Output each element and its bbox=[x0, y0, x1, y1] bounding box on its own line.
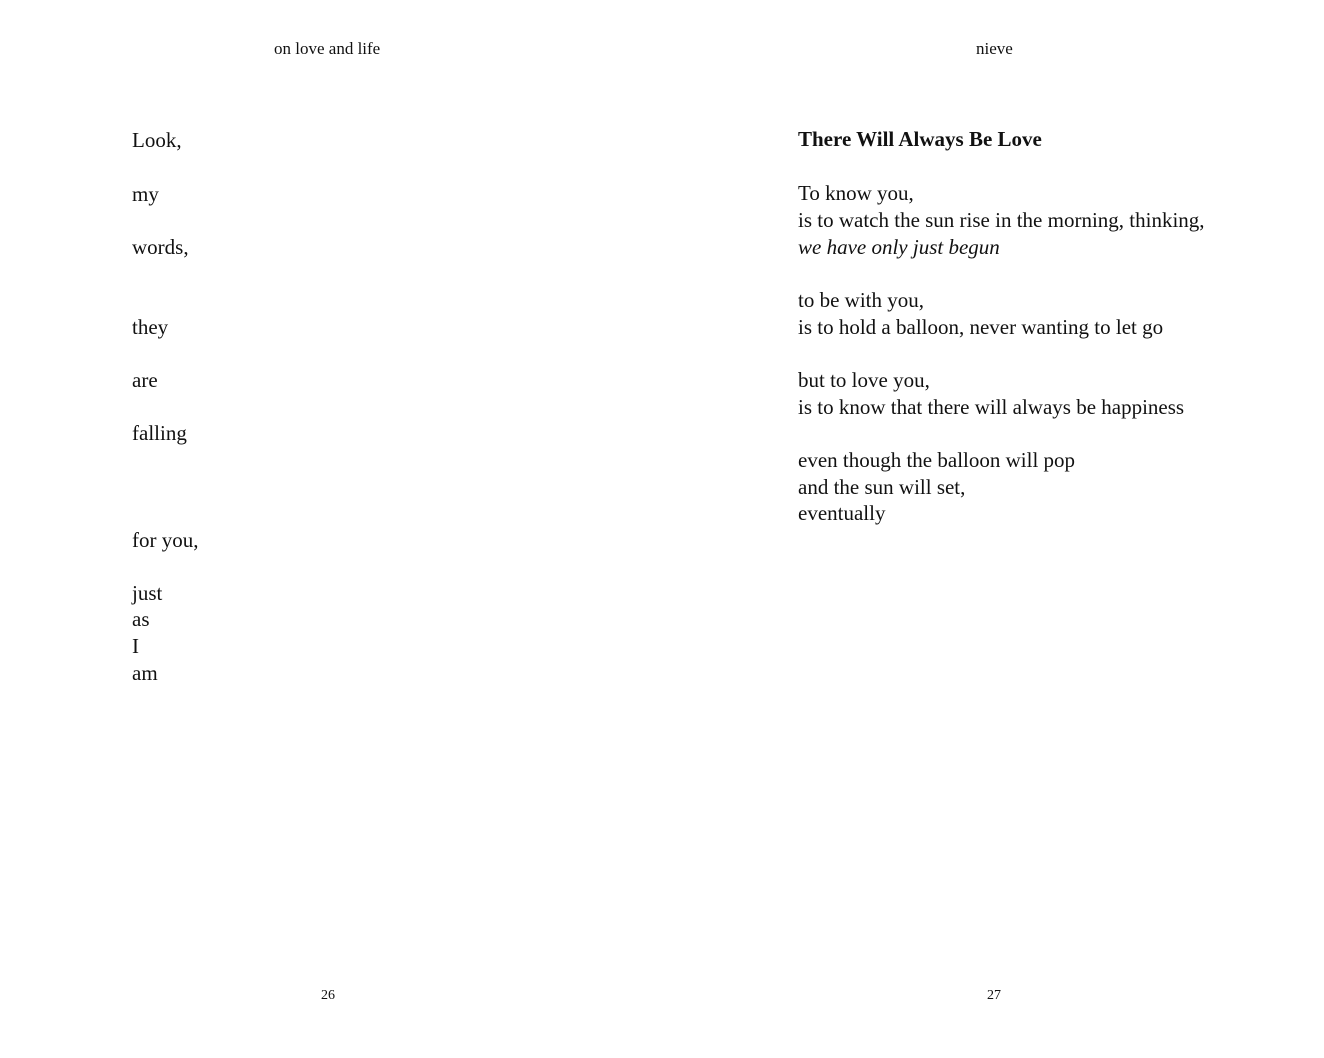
poem-line-italic: we have only just begun bbox=[798, 235, 1000, 259]
poem-line: my bbox=[132, 182, 159, 206]
poem-line: just bbox=[132, 581, 163, 605]
poem-line: even though the balloon will pop bbox=[798, 448, 1076, 472]
poem-line: I bbox=[132, 634, 139, 658]
poem-line: am bbox=[132, 661, 158, 685]
poem-line: is to watch the sun rise in the morning, thinking, bbox=[798, 208, 1205, 232]
poem-line: as bbox=[132, 607, 150, 631]
right-running-header: nieve bbox=[976, 39, 1013, 58]
left-page-number: 26 bbox=[321, 988, 335, 1003]
poem-line: To know you, bbox=[798, 181, 914, 205]
poem-line: is to hold a balloon, never wanting to let go bbox=[798, 315, 1164, 339]
poem-title: There Will Always Be Love bbox=[798, 127, 1042, 151]
right-page-number: 27 bbox=[987, 988, 1001, 1003]
poem-line: words, bbox=[132, 235, 189, 259]
poem-line: to be with you, bbox=[798, 288, 924, 312]
poem-line: is to know that there will always be happiness bbox=[798, 395, 1185, 419]
right-page bbox=[662, 0, 1324, 1058]
poem-line: and the sun will set, bbox=[798, 475, 966, 499]
poem-line: but to love you, bbox=[798, 368, 930, 392]
poem-line: Look, bbox=[132, 128, 182, 152]
poem-line: they bbox=[132, 315, 169, 339]
poem-line: falling bbox=[132, 421, 187, 445]
poem-line: eventually bbox=[798, 501, 886, 525]
poem-line: for you, bbox=[132, 528, 199, 552]
poem-line: are bbox=[132, 368, 158, 392]
left-running-header: on love and life bbox=[274, 39, 381, 58]
